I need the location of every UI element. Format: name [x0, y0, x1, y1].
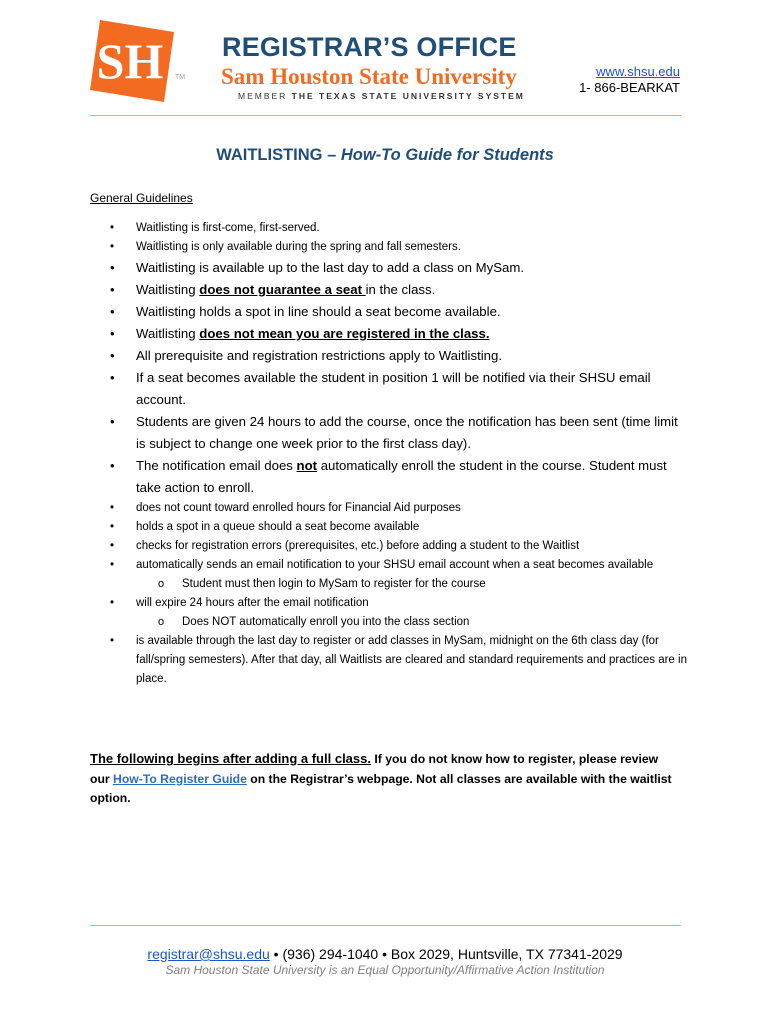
guidelines-list: [90, 219, 690, 689]
phone-number: 1- 866-BEARKAT: [579, 80, 680, 95]
website-link[interactable]: www.shsu.edu: [596, 64, 680, 79]
header-divider: [90, 115, 681, 116]
list-item: • If a seat becomes available the student in position 1 will be notified via their SHSU email account.: [90, 367, 690, 411]
list-item: • Waitlisting is first-come, first-served.: [90, 219, 690, 238]
office-title: REGISTRAR’S OFFICE: [222, 32, 517, 62]
list-item: • All prerequisite and registration restrictions apply to Waitlisting.: [90, 345, 690, 367]
list-item: • Waitlisting does not guarantee a seat in the class.: [90, 279, 690, 301]
list-item: • Waitlisting is only available during the spring and fall semesters.: [90, 238, 690, 257]
member-line: MEMBER THE TEXAS STATE UNIVERSITY SYSTEM: [238, 91, 525, 101]
list-item: • Waitlisting holds a spot in line should a seat become available.: [90, 301, 690, 323]
list-item: • checks for registration errors (prerequisites, etc.) before adding a student to the Waitlist: [90, 537, 690, 556]
list-item: • Students are given 24 hours to add the course, once the notification has been sent (time limit is subject to change one week prior to the first class day).: [90, 411, 690, 455]
section-heading: General Guidelines: [90, 191, 193, 205]
list-item: • is available through the last day to register or add classes in MySam, midnight on the 6th class day (for fall/spring semesters). After that day, all Waitlists are cleared and standard requirements and practices are in place.: [90, 632, 690, 689]
following-lead: The following begins after adding a full class.: [90, 751, 371, 766]
sub-list-item: o Does NOT automatically enroll you into the class section: [90, 613, 690, 632]
list-item: • holds a spot in a queue should a seat become available: [90, 518, 690, 537]
university-name: Sam Houston State University: [221, 64, 517, 89]
shsu-logo: [90, 18, 174, 102]
footer-contact: registrar@shsu.edu • (936) 294-1040 • Box 2029, Huntsville, TX 77341-2029: [147, 946, 623, 962]
equal-opportunity-statement: Sam Houston State University is an Equal Opportunity/Affirmative Action Institution: [165, 963, 605, 977]
list-item: • Waitlisting is available up to the last day to add a class on MySam.: [90, 257, 690, 279]
logo-monogram: SH: [96, 33, 164, 89]
list-item: • automatically sends an email notification to your SHSU email account when a seat becomes available: [90, 556, 690, 575]
following-paragraph: The following begins after adding a full class. If you do not know how to register, please review our How-To Register Guide on the Registrar’s webpage. Not all classes are available with the waitlist option.: [90, 751, 672, 805]
list-item: • The notification email does not automatically enroll the student in the course. Student must take action to enroll.: [90, 455, 690, 499]
footer-divider: [90, 925, 681, 926]
document-title: WAITLISTING – How-To Guide for Students: [216, 146, 554, 164]
list-item: • will expire 24 hours after the email notification: [90, 594, 690, 613]
register-guide-link[interactable]: How-To Register Guide: [113, 771, 247, 786]
list-item: • does not count toward enrolled hours for Financial Aid purposes: [90, 499, 690, 518]
sub-list-item: o Student must then login to MySam to register for the course: [90, 575, 690, 594]
email-link[interactable]: registrar@shsu.edu: [147, 946, 270, 962]
list-item: • Waitlisting does not mean you are registered in the class.: [90, 323, 690, 345]
trademark-mark: TM: [175, 74, 186, 81]
